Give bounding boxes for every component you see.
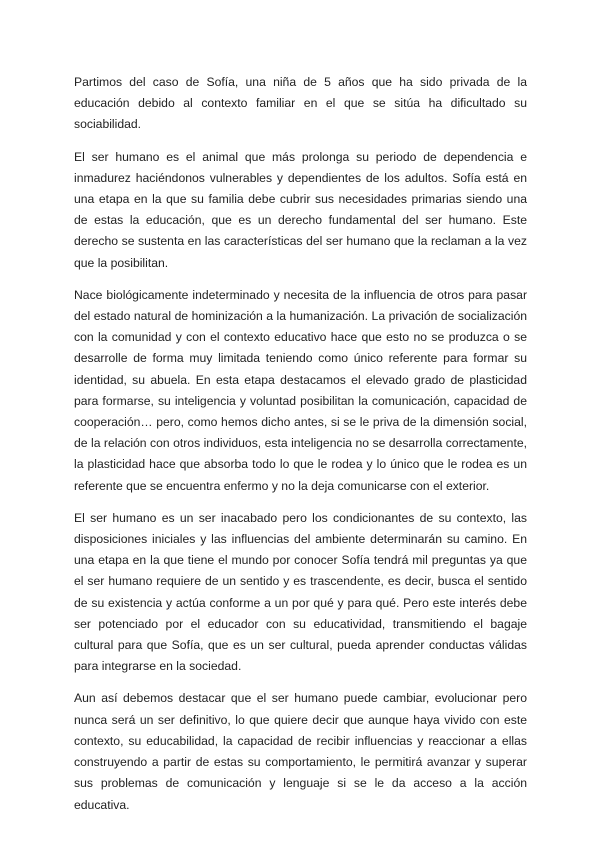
document-body <box>74 72 527 827</box>
paragraph-5: Aun así debemos destacar que el ser humano puede cambiar, evolucionar pero nunca será un ser definitivo, lo que quiere decir que aunque haya vivido con este contexto, su educabilidad, la capacidad de recibir influencias y reaccionar a ellas construyendo a partir de estas su comportamiento, le permitirá avanzar y superar sus problemas de comunicación y lenguaje si se le da acceso a la acción educativa. <box>74 691 527 812</box>
paragraph-4: El ser humano es un ser inacabado pero los condicionantes de su contexto, las disposiciones iniciales y las influencias del ambiente determinarán su camino. En una etapa en la que tiene el mundo por conocer Sofía tendrá mil preguntas ya que el ser humano requiere de un sentido y es trascendente, es decir, busca el sentido de su existencia y actúa conforme a un por qué y para qué. Pero este interés debe ser potenciado por el educador con su educatividad, transmitiendo el bagaje cultural para que Sofía, que es un ser cultural, pueda aprender conductas válidas para integrarse en la sociedad. <box>74 510 527 674</box>
paragraph-3: Nace biológicamente indeterminado y necesita de la influencia de otros para pasar del estado natural de hominización a la humanización. La privación de socialización con la comunidad y con el contexto educativo hace que esto no se produzca o se desarrolle de forma muy limitada teniendo como único referente para formar su identidad, su abuela. En esta etapa destacamos el elevado grado de plasticidad para formarse, su inteligencia y voluntad posibilitan la comunicación, capacidad de cooperación… pero, como hemos dicho antes, si se le priva de la dimensión social, de la relación con otros individuos, esta inteligencia no se desarrolla correctamente, la plasticidad hace que absorba todo lo que le rodea y lo único que le rodea es un referente que se encuentra enfermo y no la deja comunicarse con el exterior. <box>74 287 527 493</box>
paragraph-1: Partimos del caso de Sofía, una niña de 5 años que ha sido privada de la educación debido al contexto familiar en el que se sitúa ha dificultado su sociabilidad. <box>74 75 527 132</box>
paragraph-2: El ser humano es el animal que más prolonga su periodo de dependencia e inmadurez haciéndonos vulnerables y dependientes de los adultos. Sofía está en una etapa en la que su familia debe cubrir sus necesidades primarias siendo una de estas la educación, que es un derecho fundamental del ser humano. Este derecho se sustenta en las características del ser humano que la reclaman a la vez que la posibilitan. <box>74 149 527 270</box>
